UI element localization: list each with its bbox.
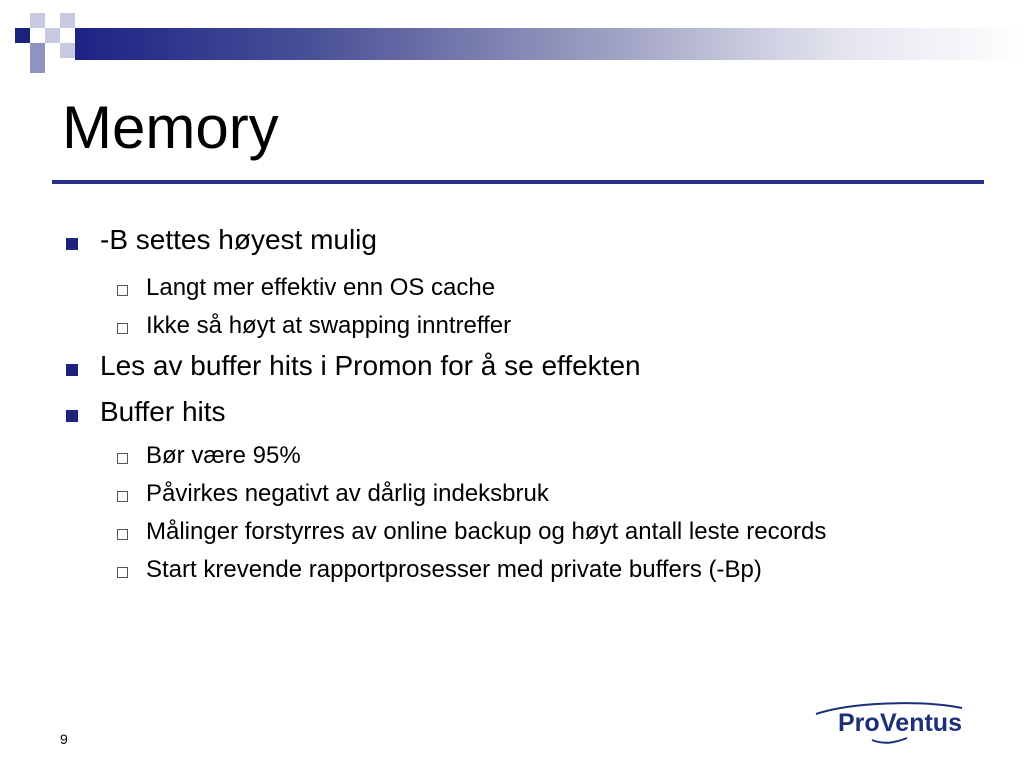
- hollow-square-bullet-icon: [117, 453, 128, 464]
- header-gradient-band: [75, 28, 1024, 60]
- sub-bullet-item: Målinger forstyrres av online backup og høyt antall leste records: [146, 518, 827, 545]
- hollow-square-bullet-icon: [117, 323, 128, 334]
- header-square-light: [60, 43, 75, 58]
- sub-bullet-item: Bør være 95%: [146, 442, 301, 469]
- header-square-mid: [30, 58, 45, 73]
- sub-bullet-item: Langt mer effektiv enn OS cache: [146, 274, 496, 301]
- sub-bullet-item: Påvirkes negativt av dårlig indeksbruk: [146, 480, 549, 507]
- header-square-light: [30, 13, 45, 28]
- square-bullet-icon: [66, 364, 78, 376]
- header-square-mid: [30, 43, 45, 58]
- title-divider: [52, 180, 984, 184]
- hollow-square-bullet-icon: [117, 491, 128, 502]
- logo-text-ventus: Ventus: [880, 709, 962, 737]
- bullet-item: -B settes høyest mulig: [100, 224, 377, 255]
- header-square-light: [45, 28, 60, 43]
- hollow-square-bullet-icon: [117, 529, 128, 540]
- hollow-square-bullet-icon: [117, 567, 128, 578]
- logo-text-pro: Pro: [838, 709, 880, 737]
- bullet-item: Les av buffer hits i Promon for å se effekten: [100, 350, 641, 381]
- sub-bullet-item: Start krevende rapportprosesser med private buffers (-Bp): [146, 556, 762, 583]
- square-bullet-icon: [66, 238, 78, 250]
- slide-title: Memory: [62, 94, 279, 161]
- bullet-item: Buffer hits: [100, 396, 226, 427]
- proventus-logo: [812, 700, 984, 746]
- hollow-square-bullet-icon: [117, 285, 128, 296]
- slide-number: 9: [60, 731, 68, 747]
- header-square-mid: [60, 13, 75, 28]
- header-square-dark: [15, 28, 30, 43]
- square-bullet-icon: [66, 410, 78, 422]
- sub-bullet-item: Ikke så høyt at swapping inntreffer: [146, 312, 512, 339]
